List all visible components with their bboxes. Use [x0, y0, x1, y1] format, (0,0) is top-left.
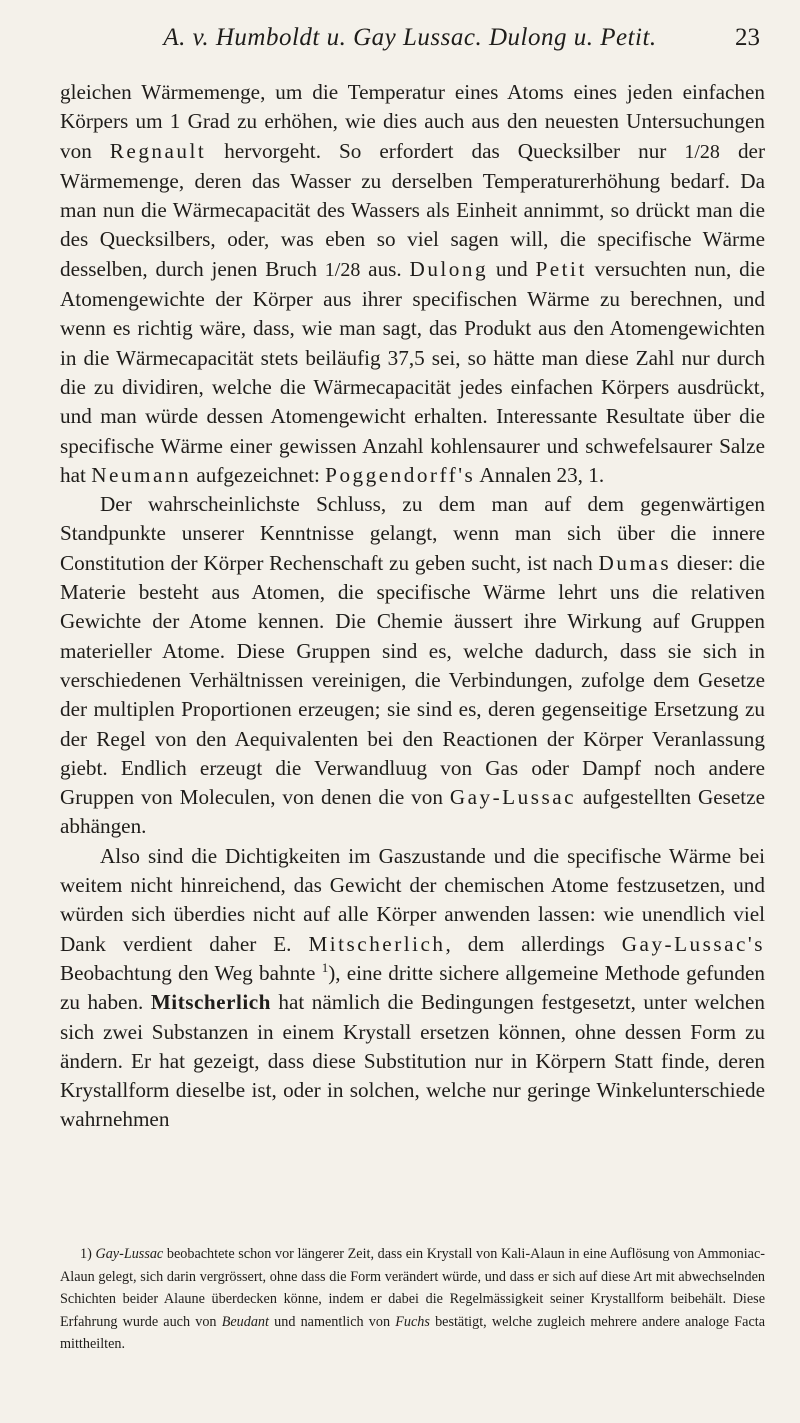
- author-name: Gay-Lussac: [95, 1246, 164, 1262]
- fraction: 1/28: [684, 140, 720, 163]
- page-number: 23: [735, 24, 760, 51]
- text-run: hat nämlich die Bedingungen festgesetzt, unter welchen sich zwei Substanzen in einem Krystall ersetzen können, ohne dessen Form zu ändern. Er hat gezeigt, dass diese Substitution nur in Körpern Statt finde, deren Krystallform dieselbe ist, oder in solchen, welche nur geringe Winkelunterschiede wahrnehmen: [60, 990, 765, 1132]
- text-run: aufgezeichnet:: [191, 462, 326, 487]
- author-name-blackletter: Mitscherlich: [150, 990, 271, 1015]
- footnote: [60, 1243, 765, 1356]
- running-header: [60, 24, 760, 62]
- text-run: aufgestellten Gesetze abhängen.: [60, 785, 766, 839]
- author-name: Mitscherlich: [308, 931, 446, 956]
- author-name: Beudant: [221, 1313, 269, 1330]
- text-run: ), eine dritte sichere allgemeine Methode gefunden zu haben.: [60, 960, 765, 1015]
- author-name: Neumann: [91, 462, 192, 487]
- text-run: Also sind die Dichtigkeiten im Gaszustande und die specifische Wärme bei weitem nicht hinreichend, das Gewicht der chemischen Atome festzusetzen, und würden sich überdies nicht auf alle Körper anwenden lassen: wie unendlich viel Dank verdient daher E.: [60, 843, 765, 956]
- footnote-number: 1): [80, 1246, 96, 1262]
- text-run: bestätigt, welche zugleich mehrere andere analoge Facta mittheilten.: [60, 1313, 765, 1353]
- author-name: Dumas: [598, 550, 672, 575]
- author-name: Petit: [535, 256, 587, 281]
- text-run: gleichen Wärmemenge, um die Temperatur eines Atoms eines jeden einfachen Körpers um 1 Grad zu erhöhen, wie dies auch aus den neuesten Untersuchungen von: [60, 80, 765, 163]
- main-text: [60, 78, 765, 1135]
- author-name: Gay-Lussac: [449, 785, 577, 810]
- text-run: beobachtete schon vor längerer Zeit, dass ein Krystall von Kali-Alaun in eine Auflösung von Ammoniac-Alaun gelegt, sich darin vergrössert, ohne dass die Form verändert würde, und dass er sich auf diese Art mit abwechselnden Schichten beider Alaune überdecken könne, indem er dabei die Regelmässigkeit seiner Krystallform beibehält. Diese Erfahrung wurde auch von: [60, 1246, 765, 1330]
- text-run: und namentlich von: [268, 1313, 396, 1330]
- footnote-marker: 1: [321, 959, 329, 975]
- running-title: A. v. Humboldt u. Gay Lussac. Dulong u. Petit.: [163, 24, 657, 51]
- text-run: Der wahrscheinlichste Schluss, zu dem man auf dem gegenwärtigen Standpunkte unserer Kenntnisse gelangt, wenn man sich über die innere Constitution der Körper Rechenschaft zu geben sucht, ist nach: [60, 492, 765, 575]
- text-run: Beobachtung den Weg bahnte: [60, 960, 322, 985]
- author-name: Fuchs: [395, 1313, 430, 1330]
- text-run: , dem allerdings: [445, 931, 622, 956]
- text-run: hervorgeht. So erfordert das Quecksilber nur: [206, 138, 685, 163]
- text-run: der Wärmemenge, deren das Wasser zu derselben Temperaturerhöhung bedarf. Da man nun die Wärmecapacität des Wassers als Einheit annimmt, so drückt man die des Quecksilbers, oder, was eben so viel sagen will, die specifische Wärme desselben, durch jenen Bruch: [60, 138, 765, 281]
- fraction: 1/28: [324, 258, 361, 281]
- author-name: Dulong: [409, 256, 489, 281]
- author-name: Poggendorff's: [325, 462, 476, 487]
- text-run: aus.: [360, 256, 410, 281]
- text-run: Annalen 23, 1.: [475, 462, 605, 487]
- text-run: dieser: die Materie besteht aus Atomen, die specifische Wärme lehrt uns die relativen Gewichte der Atome kennen. Die Chemie äussert ihre Wirkung auf Gruppen materieller Atome. Diese Gruppen sind es, welche dadurch, dass sie sich in verschiedenen Verhältnissen vereinigen, die Verbindungen, zufolge dem Gesetze der multiplen Proportionen erzeugen; sie sind es, deren gegenseitige Ersetzung zu der Regel von den Aequivalenten bei den Reactionen der Körper Veranlassung giebt. Endlich erzeugt die Verwandluug von Gas oder Dampf noch andere Gruppen von Moleculen, von denen die von: [60, 550, 765, 810]
- paragraph-3: [60, 842, 765, 1135]
- paragraph-1: [60, 78, 765, 490]
- text-run: versuchten nun, die Atomengewichte der Körper aus ihrer specifischen Wärme zu berechnen, und wenn es richtig wäre, dass, wie man sagt, das Produkt aus den Atomengewichten in die Wärmecapacität stets beiläufig 37,5 sei, so hätte man diese Zahl nur durch die zu dividiren, welche die Wärmecapacität jedes einfachen Körpers ausdrückt, und man würde dessen Atomengewicht erhalten. Interessante Resultate über die specifische Wärme einer gewissen Anzahl kohlensaurer und schwefelsaurer Salze hat: [60, 256, 765, 487]
- paragraph-2: [60, 490, 765, 842]
- text-run: und: [488, 256, 536, 281]
- author-name: Regnault: [109, 138, 207, 163]
- author-name: Gay-Lussac's: [621, 931, 765, 956]
